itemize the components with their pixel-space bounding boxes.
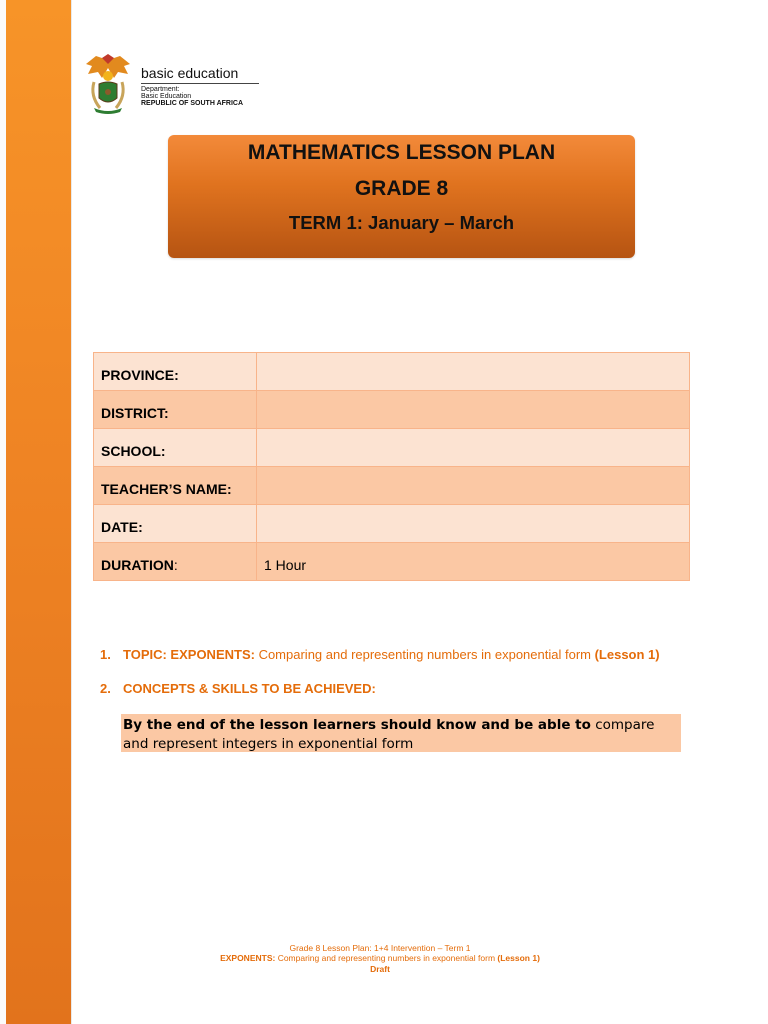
district-label: DISTRICT: [94,391,257,429]
table-row [94,543,690,581]
topic-lesson: (Lesson 1) [594,647,660,662]
date-label: DATE: [94,505,257,543]
duration-label [94,543,257,581]
footer-draft: Draft [370,964,390,974]
table-row [94,353,690,391]
footer-line-1: Grade 8 Lesson Plan: 1+4 Intervention – Term 1 [289,943,471,953]
duration-field[interactable]: 1 Hour [257,543,690,581]
duration-label-colon: : [173,557,178,573]
table-row [94,429,690,467]
footer-text: Comparing and representing numbers in exponential form [275,953,498,963]
concepts-text: compare and represent integers in exponential form [123,717,655,752]
title-main: MATHEMATICS LESSON PLAN [247,141,556,164]
teacher-name-field[interactable] [257,467,690,505]
lesson-info-table [93,352,690,581]
department-logo [82,54,264,116]
topic-prefix: TOPIC: EXPONENTS: [123,647,255,662]
item-number: 1. [100,647,111,662]
topic-text: Comparing and representing numbers in exponential form [254,647,595,662]
title-grade: GRADE 8 [354,177,449,200]
school-label: SCHOOL: [94,429,257,467]
footer-line-2 [100,953,660,964]
logo-line-basic-education: Basic Education [141,93,192,100]
logo-brand-text: basic education [141,65,239,81]
stripe-edge [0,0,6,1024]
table-row [94,391,690,429]
concepts-heading: CONCEPTS & SKILLS TO BE ACHIEVED: [123,681,376,696]
teacher-name-label: TEACHER’S NAME: [94,467,257,505]
logo-line-department: Department: [141,86,180,93]
duration-label-text: DURATION [101,557,174,573]
item-number: 2. [100,681,111,696]
title-term: TERM 1: January – March [288,212,515,233]
footer-lesson: (Lesson 1) [497,953,540,963]
coat-of-arms-icon [82,54,134,116]
logo-line-republic: REPUBLIC OF SOUTH AFRICA [141,100,244,107]
province-label: PROVINCE: [94,353,257,391]
logo-divider [141,83,259,84]
concepts-paragraph [121,714,681,754]
left-decorative-stripe [0,0,72,1024]
province-field[interactable] [257,353,690,391]
concepts-strong-text: By the end of the lesson learners should know and be able to [123,717,591,733]
title-banner [168,135,635,258]
concepts-box [121,714,681,752]
table-row [94,467,690,505]
topic-item [100,647,660,662]
concepts-heading-item [100,681,376,696]
footer-prefix: EXPONENTS: [220,953,276,963]
table-row [94,505,690,543]
district-field[interactable] [257,391,690,429]
school-field[interactable] [257,429,690,467]
date-field[interactable] [257,505,690,543]
